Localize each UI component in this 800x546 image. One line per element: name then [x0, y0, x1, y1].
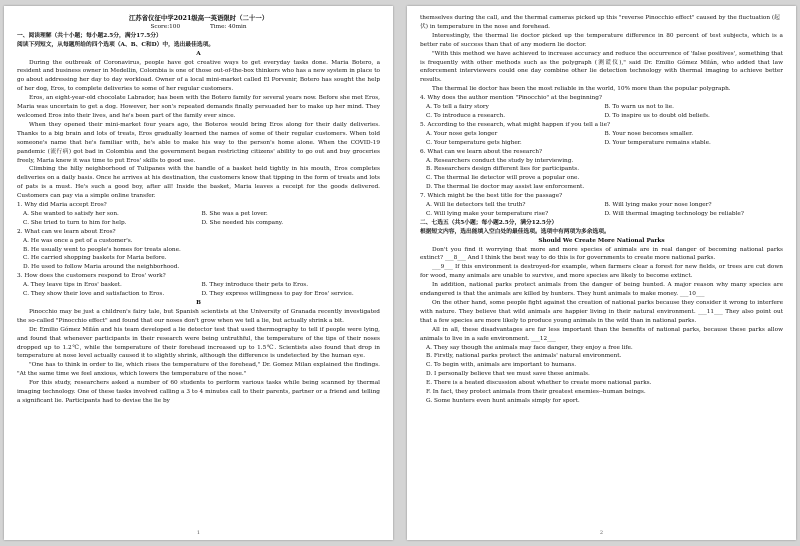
option: D. I personally believe that we must save these animals. — [426, 371, 590, 378]
option: B. Firstly, national parks protect the animals' natural environment. — [426, 353, 622, 360]
question: 4. Why does the author mention "Pinocchio" at the beginning? — [420, 95, 603, 102]
option: F. In fact, they protect animals from their greatest enemies--human beings. — [426, 389, 646, 396]
option: B. Will lying make your nose longer? — [604, 202, 712, 209]
page-2-content — [420, 14, 783, 526]
option: A. Researchers conduct the study by interviewing. — [426, 157, 574, 164]
option: D. Will thermal imaging technology be reliable? — [604, 210, 744, 217]
option: B. Your nose becomes smaller. — [604, 130, 694, 137]
option: B. Researchers design different lies for participants. — [426, 166, 580, 173]
passage-title: Should We Create More National Parks — [538, 237, 665, 244]
question: 3. How does the customers respond to Eros' work? — [17, 273, 166, 280]
option: A. Will lie detectors tell the truth? — [426, 202, 526, 209]
option-row — [420, 130, 783, 139]
paragraph: During the outbreak of Coronavirus, people have got creative ways to get everyday tasks done. Maria Botero, a resident and business owner in Medellin, Colombia is one of those out-of-the-box thinkers who has a new system in place to go about addressing her day to day workload. Owner of a local mini-market called El Porvenir, Botero has sought the help of her dog, Eros, to complete deliveries to some of her regular customers. — [17, 59, 380, 93]
paragraph: On the other hand, some people fight against the creation of national parks because they consider it wrong to interfere with nature. They believe that wild animals are happier living in their natural environment. ___11___ They also point out that a few species are more likely to produce young animals in the wild than in national parks. — [420, 300, 783, 324]
option: A. To tell a fairy story — [426, 104, 489, 111]
paragraph: All in all, these disadvantages are far less important than the benefits of national parks, because these parks allow animals to live in a safe environment. ___12___ — [420, 326, 783, 342]
option: C. He carried shopping baskets for Maria before. — [23, 255, 167, 262]
paragraph: Eros, an eight-year-old chocolate Labrador, has been with the Botero family for several years now. Before she met Eros, Maria was uncertain to get a dog. However, her son's repeated demands finally persuaded her to make up her mind. They welcomed Eros into their lives, and he's been part of the family ever since. — [17, 95, 380, 119]
option: B. He usually went to people's homes for treats alone. — [23, 246, 181, 253]
option-row — [17, 210, 380, 219]
passage-label: A — [196, 50, 201, 57]
option: C. To begin with, animals are important to humans. — [426, 362, 577, 369]
option: B. She was a pet lover. — [201, 210, 268, 217]
question: 1. Why did Maria accept Eros? — [17, 202, 107, 209]
score-label: Score:100 — [150, 23, 181, 30]
question: 6. What can we learn about the research? — [420, 148, 543, 155]
option: A. Your nose gets longer — [426, 130, 498, 137]
option: B. To warn us not to lie. — [604, 104, 674, 111]
option: A. They say though the animals may face danger, they enjoy a free life. — [426, 344, 633, 351]
option: C. She tried to turn to him for help. — [23, 219, 127, 226]
paragraph: In addition, national parks protect animals from the danger of being hunted. A major reason why many species are endangered is that the animals are killed by hunters. They hunt animals to make money. ___10___ — [420, 282, 783, 298]
option: C. Will lying make your temperature rise? — [426, 210, 549, 217]
option-row — [420, 112, 783, 121]
paragraph: Pinocchio may be just a children's fairy tale, but Spanish scientists at the University of Granada recently investigated the so-called "Pinocchio effect" and found that our noses don't grow when we tell a lie, but actually shrink a bit. — [17, 308, 380, 324]
section-heading: 一、阅读理解（共十小题；每小题2.5分，满分17.5分） — [17, 32, 162, 39]
exam-title: 江苏省仪征中学2021级高一英语限时（二十一） — [128, 14, 269, 22]
option-row — [420, 201, 783, 210]
option: C. They show their love and satisfaction to Eros. — [23, 291, 165, 298]
option: D. The thermal lie doctor may assist law enforcement. — [426, 184, 585, 191]
paragraph: Don't you find it worrying that more and more species of animals are in real danger of becoming national parks extinct? ___8___ And I think the best way to do this is for governments to create more national parks. — [420, 246, 783, 262]
question: 2. What can we learn about Eros? — [17, 228, 116, 235]
option: G. Some hunters even hunt animals simply for sport. — [426, 397, 580, 404]
page-1-content — [17, 14, 380, 526]
passage-label: B — [196, 300, 201, 306]
option: A. He was once a pet of a customer's. — [23, 237, 133, 244]
option-row — [17, 281, 380, 290]
page-1 — [4, 6, 393, 540]
option-row — [17, 219, 380, 228]
option-row — [420, 210, 783, 219]
paragraph: Interestingly, the thermal lie doctor picked up the temperature difference in 80 percent of test subjects, which is a better rate of success than that of any modern lie doctor. — [420, 32, 783, 48]
option: D. She needed his company. — [201, 219, 284, 226]
exam-meta — [17, 23, 380, 32]
option: D. Your temperature remains stable. — [604, 139, 711, 146]
paragraph: "With this method we have achieved to increase accuracy and reduce the occurrence of 'false positives', something that is frequently with other methods such as the polygraph (测谎仪)," said Dr. Emilio Gómez Milán, who added that law enforcement interviewers could one day combine other lie detection technology with thermal imaging to achieve better results. — [420, 50, 783, 84]
option: E. There is a heated discussion about whether to create more national parks. — [426, 380, 652, 387]
paragraph: "One has to think in order to lie, which rises the temperature of the forehead," Dr. Gomez Milan explained the findings. "At the same time we feel anxious, which lowers the temperature of the nose." — [17, 362, 380, 378]
paragraph: For this study, researchers asked a number of 60 students to perform various tasks while being scanned by thermal imaging technology. One of these tasks involved calling a 3 to 4 minutes call to their parents, partner or a friend and telling a significant lie. Participants had to devise the lie by — [17, 380, 380, 404]
paragraph: Climbing the hilly neighborhood of Tulipanes with the handle of a basket held tightly in his mouth, Eros completes deliveries on a daily basis. Once he arrives at his destination, the customers know that tipping in the form of treats and lots of pats is a must. He's such a good boy, after all! Inside the basket, Maria leaves a receipt for the goods delivered. Customers can pay via a simple online transfer. — [17, 166, 380, 200]
option: C. Your temperature gets higher. — [426, 139, 522, 146]
page-number: 1 — [196, 530, 201, 536]
page-2 — [407, 6, 796, 540]
section-instruction: 根据短文内容，选出能填入空白处的最佳选项。选项中有两项为多余选项。 — [420, 228, 610, 235]
option-row — [17, 290, 380, 299]
paragraph: themselves during the call, and the thermal cameras picked up this "reverse Pinocchio effect" caused by the fluctuation (起伏) in temperature in the nose and forehead. — [420, 15, 780, 30]
option: C. To introduce a research. — [426, 112, 506, 119]
option-row — [420, 103, 783, 112]
option: D. To inspire us to doubt old beliefs. — [604, 112, 710, 119]
paragraph: Dr. Emilio Gómez Milán and his team developed a lie detector test that used thermography to tell if people were lying, and found that whenever participants in their research were being untruthful, the temperature of the tips of their noses dropped up to 1.2℃, while the temperature of their forehead increased up to 1.5℃. Scientists also found that drop in temperature at nose level actually caused it to slightly shrink, although the difference is undetected by the human eye. — [17, 326, 380, 360]
page-number: 2 — [599, 530, 604, 536]
paragraph: ___9___ If this environment is destroyed-for example, when farmers clear a forest for new fields, or trees are cut down for wood, many animals are unable to survive, and more species are likely to become extinct. — [420, 264, 783, 280]
time-label: Time: 40min — [209, 23, 247, 30]
paragraph: The thermal lie doctor has been the most reliable in the world, 10% more than the popular polygraph. — [432, 86, 731, 93]
option: B. They introduce their pets to Eros. — [201, 282, 309, 289]
section-heading: 二、七选五（共5小题；每小题2.5分，满分12.5分） — [420, 219, 558, 226]
option: A. They leave tips in Eros' basket. — [23, 282, 122, 289]
question: 5. According to the research, what might happen if you tell a lie? — [420, 121, 611, 128]
option: D. He used to follow Maria around the neighborhood. — [23, 264, 180, 271]
option: D. They express willingness to pay for Eros' service. — [201, 291, 354, 298]
option-row — [420, 139, 783, 148]
option: A. She wanted to satisfy her son. — [23, 210, 119, 217]
paragraph: When they opened their mini-market four years ago, the Boteros would bring Eros along for their daily deliveries. Thanks to a big brain and lots of treats, Eros gradually learned the names of some of their regular customers. When told someone's name that he's familiar with, he's able to make his way to the person's home alone. When the COVID-19 pandemic (流行病) got bad in Colombia and the government began restricting citizens' ability to go out and buy groceries freely, Maria knew it was time to put Eros' skills to good use. — [17, 121, 380, 164]
question: 7. Which might be the best title for the passage? — [420, 193, 563, 200]
section-instruction: 阅读下列短文，从每题所给的四个选项（A、B、C和D）中，选出最佳选项。 — [17, 41, 215, 48]
option: C. The thermal lie detector will prove a popular one. — [426, 175, 580, 182]
